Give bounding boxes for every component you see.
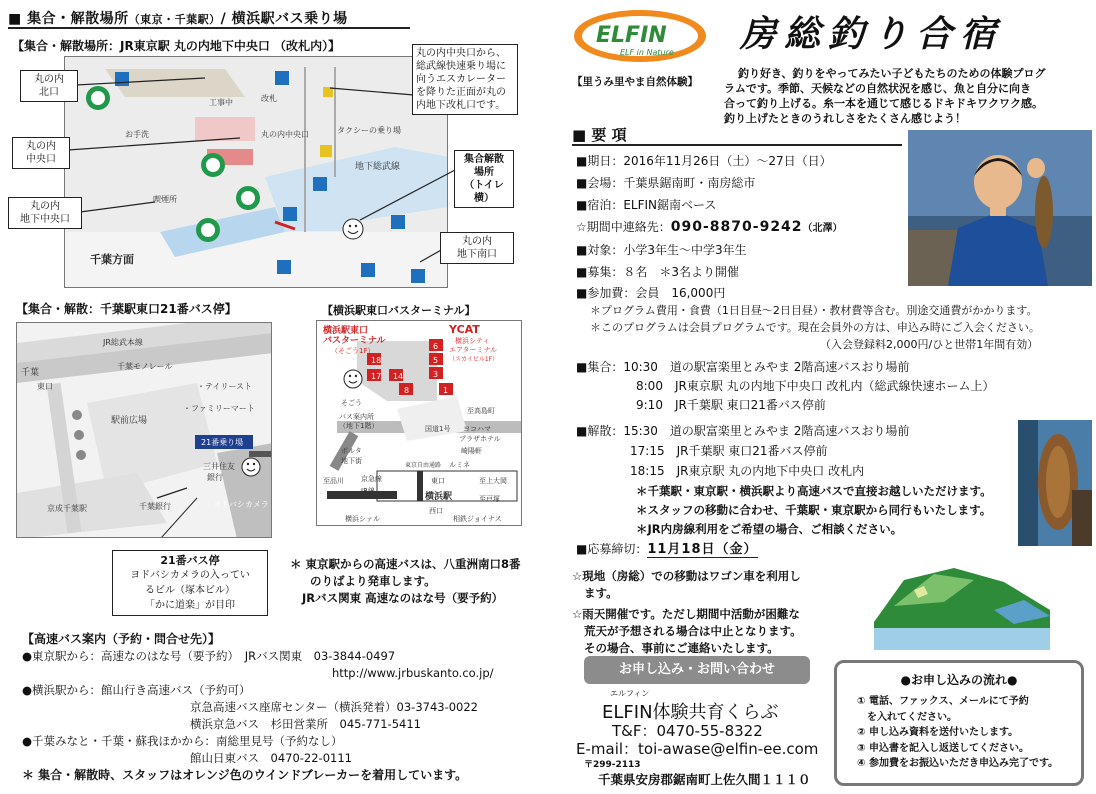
yoko-n8: 8 bbox=[404, 386, 410, 395]
label-meeting-l1: 集合解散 bbox=[464, 154, 504, 165]
logo-sub: ELF in Nature bbox=[620, 48, 674, 57]
yoko-t15: 崎陽軒 bbox=[461, 447, 482, 455]
application-flow-box bbox=[834, 660, 1084, 786]
meeting-schedule bbox=[576, 358, 994, 415]
main-title: 房総釣り合宿 bbox=[740, 14, 1005, 55]
left-title-main: ■ 集合・解散場所 bbox=[8, 11, 129, 27]
yoko-t24: 横浜シァル bbox=[345, 515, 380, 523]
label-marunouchi-underground-central bbox=[8, 197, 82, 229]
bus-line-2: http://www.jrbuskanto.co.jp/ bbox=[332, 666, 494, 680]
map-label-m3: 地下総武線 bbox=[355, 162, 401, 172]
label-marunouchi-north bbox=[20, 70, 78, 102]
landscape-svg bbox=[874, 550, 1050, 650]
detail-lodging: ■宿泊：ELFIN鋸南ベース bbox=[576, 198, 717, 212]
yoko-t9: バス案内所 bbox=[339, 413, 374, 421]
label-kita-l2: 北口 bbox=[39, 87, 59, 98]
chiba-label-stop: 21番乗り場 bbox=[201, 438, 244, 447]
intro-l3: 合って釣り上げる。糸一本を通じて感じるドキドキワクワク感。 bbox=[724, 97, 1043, 110]
intro-text bbox=[724, 66, 1096, 126]
busstop-line-3: 「かに道楽」が目印 bbox=[145, 600, 235, 611]
tokyo-callout-l4: を降りた正面が丸の bbox=[416, 87, 506, 98]
map-label-m6: 喫煙所 bbox=[153, 195, 177, 204]
intro-l4: 釣り上げたときのうれしさをたくさん感じよう！ bbox=[724, 112, 966, 125]
bus-line-5: 横浜京急バス 杉田営業所 045-771-5411 bbox=[190, 717, 421, 731]
label-chuo-l1: 丸の内 bbox=[26, 141, 56, 152]
notes bbox=[572, 568, 802, 657]
yoko-t3: （そごう1F） bbox=[331, 347, 375, 355]
flow-list bbox=[857, 694, 1081, 772]
yoko-t4: YCAT bbox=[449, 323, 480, 336]
note-2: ます。 bbox=[584, 586, 618, 600]
bus-line-3: ●横浜駅から：館山行き高速バス（予約可） bbox=[22, 683, 251, 697]
busstop-line-1: ヨドバシカメラの入ってい bbox=[130, 570, 250, 581]
yoko-note-l2: のりばより発車します。 bbox=[310, 574, 436, 588]
bus-line-6: ●千葉みなと・千葉・蘇我ほかから：南総里見号（予約なし） bbox=[22, 734, 343, 748]
meet-row-3: 9:10 JR千葉駅 東口21番バス停前 bbox=[636, 398, 826, 412]
yoko-t18: 至品川 bbox=[323, 477, 344, 485]
chiba-label-ginko: 千葉銀行 bbox=[139, 502, 171, 511]
deadline bbox=[576, 540, 758, 559]
boy-photo-svg bbox=[908, 130, 1092, 286]
label-kita-l1: 丸の内 bbox=[34, 74, 64, 85]
chiba-station-map bbox=[16, 322, 272, 538]
flow-title: ●お申し込みの流れ● bbox=[900, 673, 1018, 687]
contact-label: ☆期間中連絡先： bbox=[576, 220, 671, 234]
org-email: E-mail：toi-awase@elfin-ee.com bbox=[576, 740, 819, 758]
yoko-t21: 東口 bbox=[431, 477, 445, 485]
contact-phone: 090-8870-9242 bbox=[670, 219, 803, 235]
yoko-t23: 西口 bbox=[429, 507, 443, 515]
map-chiba-label: 千葉方面 bbox=[90, 253, 134, 266]
chiba-label-yodo: ヨドバシカメラ bbox=[213, 500, 269, 509]
bus-line-1: ●東京駅から：高速なのはな号（要予約） JRバス関東 03-3844-0497 bbox=[22, 649, 396, 663]
yoko-t10: （地下1階） bbox=[339, 422, 379, 430]
meet-row-2: 8:00 JR東京駅 丸の内地下中央口 改札内（総武線快速ホーム上） bbox=[636, 379, 995, 393]
dismiss-note-2: ＊スタッフの移動に合わせ、千葉駅・東京駅から同行もいたします。 bbox=[636, 503, 992, 517]
label-meeting-point bbox=[454, 150, 514, 208]
yoko-t12: 至高島町 bbox=[467, 407, 495, 415]
yoko-t19: 京急線 bbox=[361, 475, 382, 483]
map-label-m5: お手洗 bbox=[125, 130, 149, 139]
fee-notes bbox=[590, 302, 1040, 353]
yoko-t22: 横浜駅 bbox=[425, 492, 453, 502]
yoko-t1: 横浜駅東口 bbox=[323, 326, 369, 336]
yoko-note-l3: JRバス関東 高速なのはな号（要予約） bbox=[302, 591, 504, 605]
org-tel: T&F：0470-55-8322 bbox=[612, 722, 763, 740]
bus-line-4: 京急高速バス座席センター（横浜発着）03-3743-0022 bbox=[190, 700, 479, 714]
elfin-logo-svg bbox=[572, 8, 708, 64]
meet-row-1 bbox=[576, 358, 994, 377]
label-chika-l2: 地下中央口 bbox=[20, 214, 70, 225]
label-meeting-l2: 場所 bbox=[474, 167, 494, 178]
dismiss-note-1: ＊千葉駅・東京駅・横浜駅より高速バスで直接お越しいただけます。 bbox=[636, 484, 992, 498]
label-minami-l2: 地下南口 bbox=[457, 249, 497, 260]
busstop-21-note bbox=[112, 550, 268, 616]
org-address: 千葉県安房郡鋸南町上佐久間１１１０ bbox=[598, 772, 811, 787]
chiba-label-mitsui: 三井住友 bbox=[203, 462, 235, 471]
logo-text: ELFIN bbox=[596, 23, 667, 48]
fee-note-1: ＊プログラム費用・食費（1日目昼～2日目昼）・教材費等含む。別途交通費がかかります。 bbox=[590, 304, 1038, 317]
yoko-t8: そごう bbox=[341, 399, 362, 407]
inquiry-banner: お申し込み・お問い合わせ bbox=[584, 656, 810, 684]
label-chuo-l2: 中央口 bbox=[26, 154, 56, 165]
yoko-t13: ヨコハマ bbox=[463, 425, 491, 433]
landscape-illustration bbox=[874, 550, 1050, 650]
detail-venue: ■会場：千葉県鋸南町・南房総市 bbox=[576, 176, 756, 190]
org-name: ELFIN体験共育くらぶ bbox=[602, 702, 779, 723]
tokyo-callout-l2: 総武線快速乗り場に bbox=[416, 61, 506, 72]
chiba-map-svg bbox=[17, 323, 272, 538]
yoko-t27: 至上大岡 bbox=[479, 477, 507, 485]
yoko-n5: 5 bbox=[433, 356, 439, 365]
dismiss-row-1 bbox=[576, 422, 909, 441]
detail-target: ■対象：小学3年生～中学3年生 bbox=[576, 243, 747, 257]
detail-period: ■期日：2016年11月26日（土）～27日（日） bbox=[576, 154, 832, 168]
note-1: ☆現地（房総）での移動はワゴン車を利用し bbox=[572, 569, 801, 583]
tokyo-callout-l3: 向うエスカレーター bbox=[416, 74, 506, 85]
dismiss-label: ■解散： bbox=[576, 424, 624, 438]
contact-name: （北澤） bbox=[802, 223, 843, 234]
yoko-t7: （スカイビル1F） bbox=[449, 356, 499, 363]
yoko-n18: 18 bbox=[371, 356, 382, 365]
flow-item-1b: を入れてください。 bbox=[857, 711, 957, 723]
yoko-note-l1: ＊ 東京駅からの高速バスは、八重洲南口8番 bbox=[290, 557, 521, 571]
detail-contact bbox=[576, 218, 843, 238]
yoko-t6: エアターミナル bbox=[449, 346, 498, 354]
busstop-title: 21番バス停 bbox=[160, 554, 220, 567]
detail-fee: ■参加費：会員 16,000円 bbox=[576, 286, 726, 300]
tokyo-callout-l1: 丸の内中央口から、 bbox=[416, 48, 506, 59]
boy-fishing-photo bbox=[908, 130, 1092, 286]
tokyo-callout-l5: 内地下改札口です。 bbox=[416, 100, 506, 111]
fee-note-3: （入会登録料2,000円/ひと世帯1年間有効） bbox=[820, 338, 1039, 351]
note-5: その場合、事前にご連絡いたします。 bbox=[584, 641, 779, 655]
meet-label: ■集合： bbox=[576, 360, 624, 374]
tagline: 【里うみ里やま自然体験】 bbox=[572, 76, 698, 88]
yoko-n1: 1 bbox=[443, 386, 449, 395]
label-chika-l1: 丸の内 bbox=[30, 201, 60, 212]
yoko-n6: 6 bbox=[433, 342, 439, 351]
yokohama-note bbox=[290, 556, 521, 607]
dismiss-notes bbox=[636, 482, 992, 539]
flow-item-1: ① 電話、ファックス、メールにて予約 bbox=[857, 696, 1029, 707]
map-label-m7: 改札 bbox=[261, 94, 277, 103]
fish-photo-svg bbox=[1018, 420, 1092, 546]
yoko-t25: 相鉄ジョイナス bbox=[453, 515, 502, 523]
chiba-label-mono: 千葉モノレール bbox=[117, 362, 173, 371]
chiba-label-bank: 銀行 bbox=[207, 473, 223, 482]
intro-l1: 釣り好き、釣りをやってみたい子どもたちのための体験プログ bbox=[738, 67, 1046, 80]
yokohama-caption: 【横浜駅東口バスターミナル】 bbox=[322, 304, 476, 317]
yokohama-terminal-map bbox=[316, 320, 522, 526]
deadline-value: 11月18日（金） bbox=[647, 542, 758, 557]
label-marunouchi-underground-south bbox=[440, 232, 514, 264]
yoko-t17: 地下街 bbox=[341, 457, 362, 465]
chiba-label-plaza: 駅前広場 bbox=[111, 416, 148, 426]
staff-note: ＊ 集合・解散時、スタッフはオレンジ色のウインドブレーカーを着用しています。 bbox=[22, 768, 468, 782]
meet-row-1-text: 10:30 道の駅富楽里とみやま 2階高速バスおり場前 bbox=[623, 360, 910, 374]
tokyo-callout-note bbox=[412, 44, 518, 115]
busstop-line-2: るビル（塚本ビル） bbox=[145, 585, 235, 596]
flow-item-3: ③ 申込書を記入し返送してください。 bbox=[857, 742, 1029, 754]
chiba-label-terrace: ・テイリースト bbox=[197, 382, 253, 391]
dismiss-schedule bbox=[576, 422, 909, 481]
dismiss-row-1-text: 15:30 道の駅富楽里とみやま 2階高速バスおり場前 bbox=[623, 424, 910, 438]
section-heading: ■ 要 項 bbox=[572, 126, 627, 144]
yokohama-map-svg bbox=[317, 321, 522, 526]
org-zip: 〒299-2113 bbox=[584, 760, 641, 770]
yoko-t16: ポルタ bbox=[341, 447, 362, 455]
note-4: 荒天が予想される場合は中止となります。 bbox=[584, 624, 802, 638]
yoko-t2: バスターミナル bbox=[323, 336, 386, 346]
bus-line-7: 館山日東バス 0470-22-0111 bbox=[190, 751, 352, 765]
org-ruby: エルフィン bbox=[610, 689, 650, 698]
tokyo-caption: 【集合・解散場所：JR東京駅 丸の内地下中央口 （改札内）】 bbox=[12, 39, 341, 53]
note-3: ☆雨天開催です。ただし期間中活動が困難な bbox=[572, 607, 800, 621]
bus-info-title: 【高速バス案内（予約・問合せ先）】 bbox=[22, 632, 221, 646]
yoko-n17: 17 bbox=[371, 372, 382, 381]
elfin-logo bbox=[572, 8, 708, 64]
yoko-t11: 国道1号 bbox=[425, 425, 451, 433]
map-label-m1: 丸の内中央口 bbox=[261, 130, 309, 139]
label-minami-l1: 丸の内 bbox=[462, 236, 492, 247]
chiba-label-keisei: 京成千葉駅 bbox=[47, 504, 87, 513]
detail-capacity: ■募集：８名 ＊3名より開催 bbox=[576, 265, 739, 279]
fish-photo bbox=[1018, 420, 1092, 546]
yoko-t28: 至戸塚 bbox=[479, 495, 500, 503]
section-underline bbox=[572, 144, 902, 146]
chiba-label-higashi: 東口 bbox=[37, 382, 53, 391]
dismiss-row-2: 17:15 JR千葉駅 東口21番バス停前 bbox=[630, 444, 828, 458]
yoko-t5: 横浜シティ bbox=[455, 337, 490, 345]
yoko-n14: 14 bbox=[393, 372, 404, 381]
flow-item-2: ② 申し込み資料を送付いたします。 bbox=[857, 727, 1019, 738]
chiba-label-family: ・ファミリーマート bbox=[183, 404, 255, 413]
yoko-t26: ルミネ bbox=[449, 461, 470, 469]
label-marunouchi-central bbox=[12, 137, 70, 169]
flow-item-4: ④ 参加費をお振込いただき申込み完了です。 bbox=[857, 758, 1059, 769]
fee-note-2: ＊このプログラムは会員プログラムです。現在会員外の方は、申込み時にご入会ください。 bbox=[590, 321, 1040, 334]
label-meeting-l3: （トイレ横） bbox=[464, 180, 504, 204]
details-list bbox=[576, 152, 843, 303]
map-label-m2: タクシーの乗り場 bbox=[337, 126, 401, 135]
chiba-label-chiba: 千葉 bbox=[21, 368, 40, 378]
yoko-t20: JR線 bbox=[361, 487, 375, 495]
chiba-label-sobu: JR総武本線 bbox=[103, 338, 143, 347]
yoko-n3: 3 bbox=[433, 370, 439, 379]
yoko-t14: プラザホテル bbox=[459, 435, 501, 443]
map-label-m4: 工事中 bbox=[209, 98, 233, 107]
chiba-caption: 【集合・解散：千葉駅東口21番バス停】 bbox=[16, 302, 237, 316]
left-title-paren: （東京・千葉駅） bbox=[128, 13, 221, 26]
dismiss-row-3: 18:15 JR東京駅 丸の内地下中央口 改札内 bbox=[630, 464, 865, 478]
dismiss-note-3: ＊JR内房線利用をご希望の場合、ご相談ください。 bbox=[636, 522, 903, 536]
yoko-t29: 東京自由通路 bbox=[405, 462, 442, 469]
left-title-rest: / 横浜駅バス乗り場 bbox=[220, 11, 348, 27]
deadline-label: ■応募締切： bbox=[576, 542, 648, 556]
bus-info-list bbox=[22, 648, 494, 767]
intro-l2: ラムです。季節、天候などの自然状況を感じ、魚と自分に向き bbox=[724, 82, 1032, 95]
